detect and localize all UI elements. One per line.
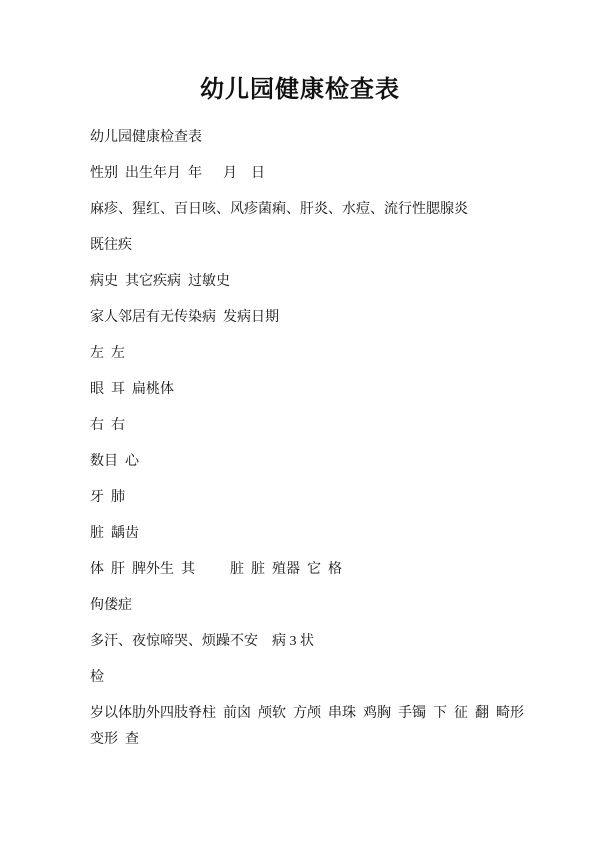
paragraph-eye-ear-tonsil [90, 380, 530, 400]
paragraph-check [90, 668, 530, 688]
paragraph-line: 家人邻居有无传染病 发病日期 [90, 310, 279, 325]
paragraph-past-illness [90, 236, 530, 256]
paragraph-rickets [90, 596, 530, 616]
paragraph-line: 幼儿园健康检查表 [90, 130, 202, 145]
paragraph-right [90, 416, 530, 436]
paragraph-line: 麻疹、猩红、百日咳、风疹菌痢、肝炎、水痘、流行性腮腺炎 [90, 202, 468, 217]
paragraph-line: 检 [90, 670, 104, 685]
paragraph-line: 变形 查 [90, 732, 139, 747]
paragraph-line: 牙 肺 [90, 490, 125, 505]
paragraph-line: 性别 出生年月 年 月 日 [90, 166, 265, 181]
paragraph-gender-birthdate [90, 164, 530, 184]
paragraph-count-heart [90, 452, 530, 472]
paragraph-line: 脏 龋齿 [90, 526, 139, 541]
paragraph-line: 多汗、夜惊啼哭、烦躁不安 病 3 状 [90, 634, 314, 649]
paragraph-diseases-list [90, 200, 530, 220]
paragraph-line: 数目 心 [90, 454, 139, 469]
document-body [90, 128, 530, 766]
paragraph-medical-history [90, 272, 530, 292]
paragraph-form-heading [90, 128, 530, 148]
paragraph-organ-caries [90, 524, 530, 544]
paragraph-line: 右 右 [90, 418, 125, 433]
paragraph-left [90, 344, 530, 364]
paragraph-line: 佝偻症 [90, 598, 132, 613]
paragraph-body-organs [90, 560, 530, 580]
paragraph-physical-signs [90, 704, 530, 750]
paragraph-family-infection [90, 308, 530, 328]
paragraph-line: 体 肝 脾外生 其 脏 脏 殖器 它 格 [90, 562, 342, 577]
paragraph-line: 左 左 [90, 346, 125, 361]
paragraph-line: 岁以体肋外四肢脊柱 前囟 颅软 方颅 串珠 鸡胸 手镯 下 征 翻 畸形 [90, 706, 524, 721]
document-title: 幼儿园健康检查表 [200, 77, 400, 103]
paragraph-teeth-lung [90, 488, 530, 508]
paragraph-line: 既往疾 [90, 238, 132, 253]
paragraph-line: 眼 耳 扁桃体 [90, 382, 174, 397]
paragraph-line: 病史 其它疾病 过敏史 [90, 274, 230, 289]
paragraph-symptoms [90, 632, 530, 652]
